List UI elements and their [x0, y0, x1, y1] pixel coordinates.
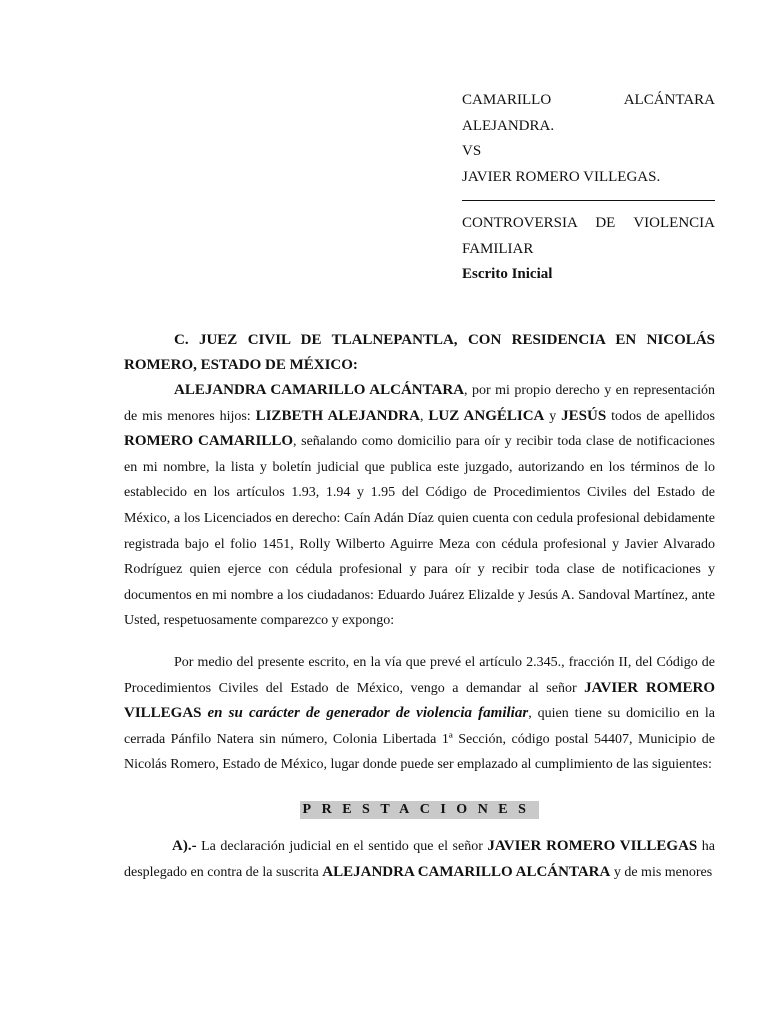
versus-label: VS — [462, 143, 482, 159]
children-surname: ROMERO CAMARILLO — [124, 433, 294, 450]
paragraph-demand: Por medio del presente escrito, en la vía que prevé el artículo 2.345., fracción II, del Código de Procedimientos Civiles del Estado de México, vengo a demandar al señor JAVIER ROMERO VILLEGAS en su carácter de generador de violencia familiar, quien tiene su domicilio en la cerrada Pánfilo Natera sin número, Colonia Libertada 1ª Sección, código postal 54407, Municipio de Nicolás Romero, Estado de México, lugar donde puede ser emplazado al cumplimiento de las siguientes: — [124, 654, 715, 773]
plaintiff-name-claim: ALEJANDRA CAMARILLO ALCÁNTARA — [322, 863, 611, 880]
plaintiff-given-name: ALEJANDRA. — [462, 117, 555, 134]
plaintiff-name: ALEJANDRA CAMARILLO ALCÁNTARA — [174, 382, 465, 398]
document-type: Escrito Inicial — [462, 266, 553, 282]
defendant-name: JAVIER ROMERO VILLEGAS. — [462, 168, 661, 185]
section-heading — [124, 800, 715, 824]
defendant-name-claim: JAVIER ROMERO VILLEGAS — [487, 837, 698, 854]
case-type: CONTROVERSIA DE VIOLENCIA FAMILIAR — [462, 215, 715, 257]
header-divider — [462, 200, 715, 201]
paragraph-appearance: ALEJANDRA CAMARILLO ALCÁNTARA, por mi propio derecho y en representación de mis menores hijos: LIZBETH ALEJANDRA, LUZ ANGÉLICA y JESÚS todos de apellidos ROMERO CAMARILLO, señalando como domicilio para oír y recibir toda clase de notificaciones en mi nombre, la lista y boletín judicial que publica este juzgado, autorizando en los términos de lo establecido en los artículos 1.93, 1.94 y 1.95 del Código de Procedimientos Civiles del Estado de México, a los Licenciados en derecho: Caín Adán Díaz quien cuenta con cedula profesional debidamente registrada bajo el folio 1451, Rolly Wilberto Aguirre Meza con cédula profesional y Javier Alvarado Rodríguez quien ejerce con cédula profesional y para oír y recibir toda clase de notificaciones y documentos en mi nombre a los ciudadanos: Eduardo Juárez Elizalde y Jesús A. Sandoval Martínez, ante Usted, respetuosamente comparezco y expongo: — [124, 382, 715, 629]
child-name-3: JESÚS — [561, 407, 607, 424]
paragraph-claim-a: A).- La declaración judicial en el sentido que el señor JAVIER ROMERO VILLEGAS ha desplegado en contra de la suscrita ALEJANDRA CAMARILLO ALCÁNTARA y de mis menores — [124, 837, 715, 880]
defendant-role: en su carácter de generador de violencia familiar — [207, 705, 529, 722]
case-header — [462, 88, 715, 288]
document-body — [124, 328, 715, 885]
child-name-2: LUZ ANGÉLICA — [428, 407, 545, 424]
court-address: C. JUEZ CIVIL DE TLALNEPANTLA, CON RESIDENCIA EN NICOLÁS ROMERO, ESTADO DE MÉXICO: — [124, 332, 715, 373]
child-name-1: LIZBETH ALEJANDRA — [255, 407, 420, 424]
plaintiff-surnames: CAMARILLO ALCÁNTARA — [462, 92, 715, 108]
claim-label-a: A).- — [172, 837, 197, 854]
section-title-prestaciones: PRESTACIONES — [300, 801, 540, 819]
defendant-name-inline: JAVIER ROMERO VILLEGAS — [124, 679, 715, 722]
